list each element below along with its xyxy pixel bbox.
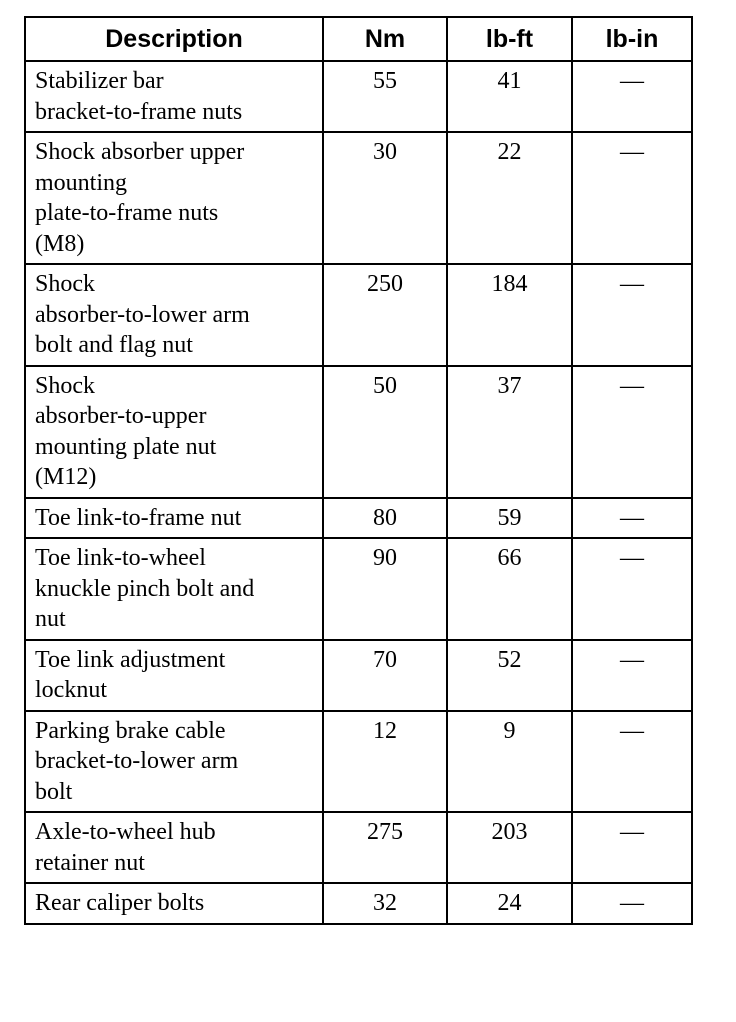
lb-ft-value-cell: 59 xyxy=(447,498,572,539)
description-cell xyxy=(25,538,323,640)
table-body xyxy=(25,61,692,924)
description-line: Axle-to-wheel hub xyxy=(35,819,216,845)
lb-in-value-cell: — xyxy=(572,812,692,883)
nm-value-cell: 90 xyxy=(323,538,447,640)
table-row xyxy=(25,366,692,498)
description-line: bolt and flag nut xyxy=(35,332,193,358)
description-line: bolt xyxy=(35,778,73,805)
lb-in-value-cell: — xyxy=(572,366,692,498)
description-line: bracket-to-lower arm xyxy=(35,748,239,774)
lb-in-value-cell: — xyxy=(572,711,692,813)
description-cell xyxy=(25,812,323,883)
lb-in-value-cell: — xyxy=(572,640,692,711)
nm-value-cell: 30 xyxy=(323,132,447,264)
description-line: absorber-to-upper xyxy=(35,403,207,429)
description-line: Shock xyxy=(35,271,95,297)
description-line: Stabilizer bar xyxy=(35,68,164,94)
description-line: absorber-to-lower arm xyxy=(35,301,250,328)
description-line: nut xyxy=(35,606,66,632)
table-header-row xyxy=(25,17,692,61)
lb-in-value-cell: — xyxy=(572,498,692,539)
description-cell xyxy=(25,366,323,498)
nm-value-cell: 250 xyxy=(323,264,447,366)
lb-ft-value-cell: 24 xyxy=(447,883,572,924)
description-line: Shock xyxy=(35,372,95,399)
table-row xyxy=(25,61,692,132)
nm-value-cell: 32 xyxy=(323,883,447,924)
table-row xyxy=(25,711,692,813)
nm-value-cell: 80 xyxy=(323,498,447,539)
column-header-description: Description xyxy=(25,17,323,61)
table-row xyxy=(25,264,692,366)
nm-value-cell: 70 xyxy=(323,640,447,711)
lb-ft-value-cell: 9 xyxy=(447,711,572,813)
description-cell xyxy=(25,640,323,711)
description-line: bracket-to-frame nuts xyxy=(35,98,243,125)
lb-in-value-cell: — xyxy=(572,883,692,924)
lb-ft-value-cell: 41 xyxy=(447,61,572,132)
description-cell xyxy=(25,498,323,539)
description-line: knuckle pinch bolt and xyxy=(35,575,255,602)
lb-ft-value-cell: 203 xyxy=(447,812,572,883)
torque-specification-table xyxy=(24,16,693,925)
description-line: (M8) xyxy=(35,230,85,257)
description-cell xyxy=(25,883,323,924)
lb-in-value-cell: — xyxy=(572,132,692,264)
lb-ft-value-cell: 37 xyxy=(447,366,572,498)
description-cell xyxy=(25,132,323,264)
column-header-lb-in: lb-in xyxy=(572,17,692,61)
table-row xyxy=(25,498,692,539)
description-line: mounting xyxy=(35,169,128,196)
table-row xyxy=(25,132,692,264)
table-row xyxy=(25,812,692,883)
description-line: (M12) xyxy=(35,464,97,490)
lb-ft-value-cell: 184 xyxy=(447,264,572,366)
description-line: Parking brake cable xyxy=(35,717,226,744)
description-cell xyxy=(25,264,323,366)
column-header-nm: Nm xyxy=(323,17,447,61)
nm-value-cell: 50 xyxy=(323,366,447,498)
description-cell xyxy=(25,711,323,813)
column-header-lb-ft: lb-ft xyxy=(447,17,572,61)
description-line: Shock absorber upper xyxy=(35,139,245,165)
description-line: Toe link-to-wheel xyxy=(35,545,206,571)
description-line: mounting plate nut xyxy=(35,433,217,460)
description-line: plate-to-frame nuts xyxy=(35,200,219,226)
description-line: locknut xyxy=(35,677,107,703)
description-line: retainer nut xyxy=(35,849,145,876)
lb-in-value-cell: — xyxy=(572,61,692,132)
description-line: Rear caliper bolts xyxy=(35,890,205,916)
lb-in-value-cell: — xyxy=(572,264,692,366)
nm-value-cell: 12 xyxy=(323,711,447,813)
description-cell xyxy=(25,61,323,132)
description-line: Toe link adjustment xyxy=(35,646,226,673)
lb-ft-value-cell: 52 xyxy=(447,640,572,711)
lb-ft-value-cell: 66 xyxy=(447,538,572,640)
nm-value-cell: 55 xyxy=(323,61,447,132)
lb-in-value-cell: — xyxy=(572,538,692,640)
table-row xyxy=(25,883,692,924)
lb-ft-value-cell: 22 xyxy=(447,132,572,264)
table-row xyxy=(25,640,692,711)
description-line: Toe link-to-frame nut xyxy=(35,504,242,531)
table-row xyxy=(25,538,692,640)
nm-value-cell: 275 xyxy=(323,812,447,883)
